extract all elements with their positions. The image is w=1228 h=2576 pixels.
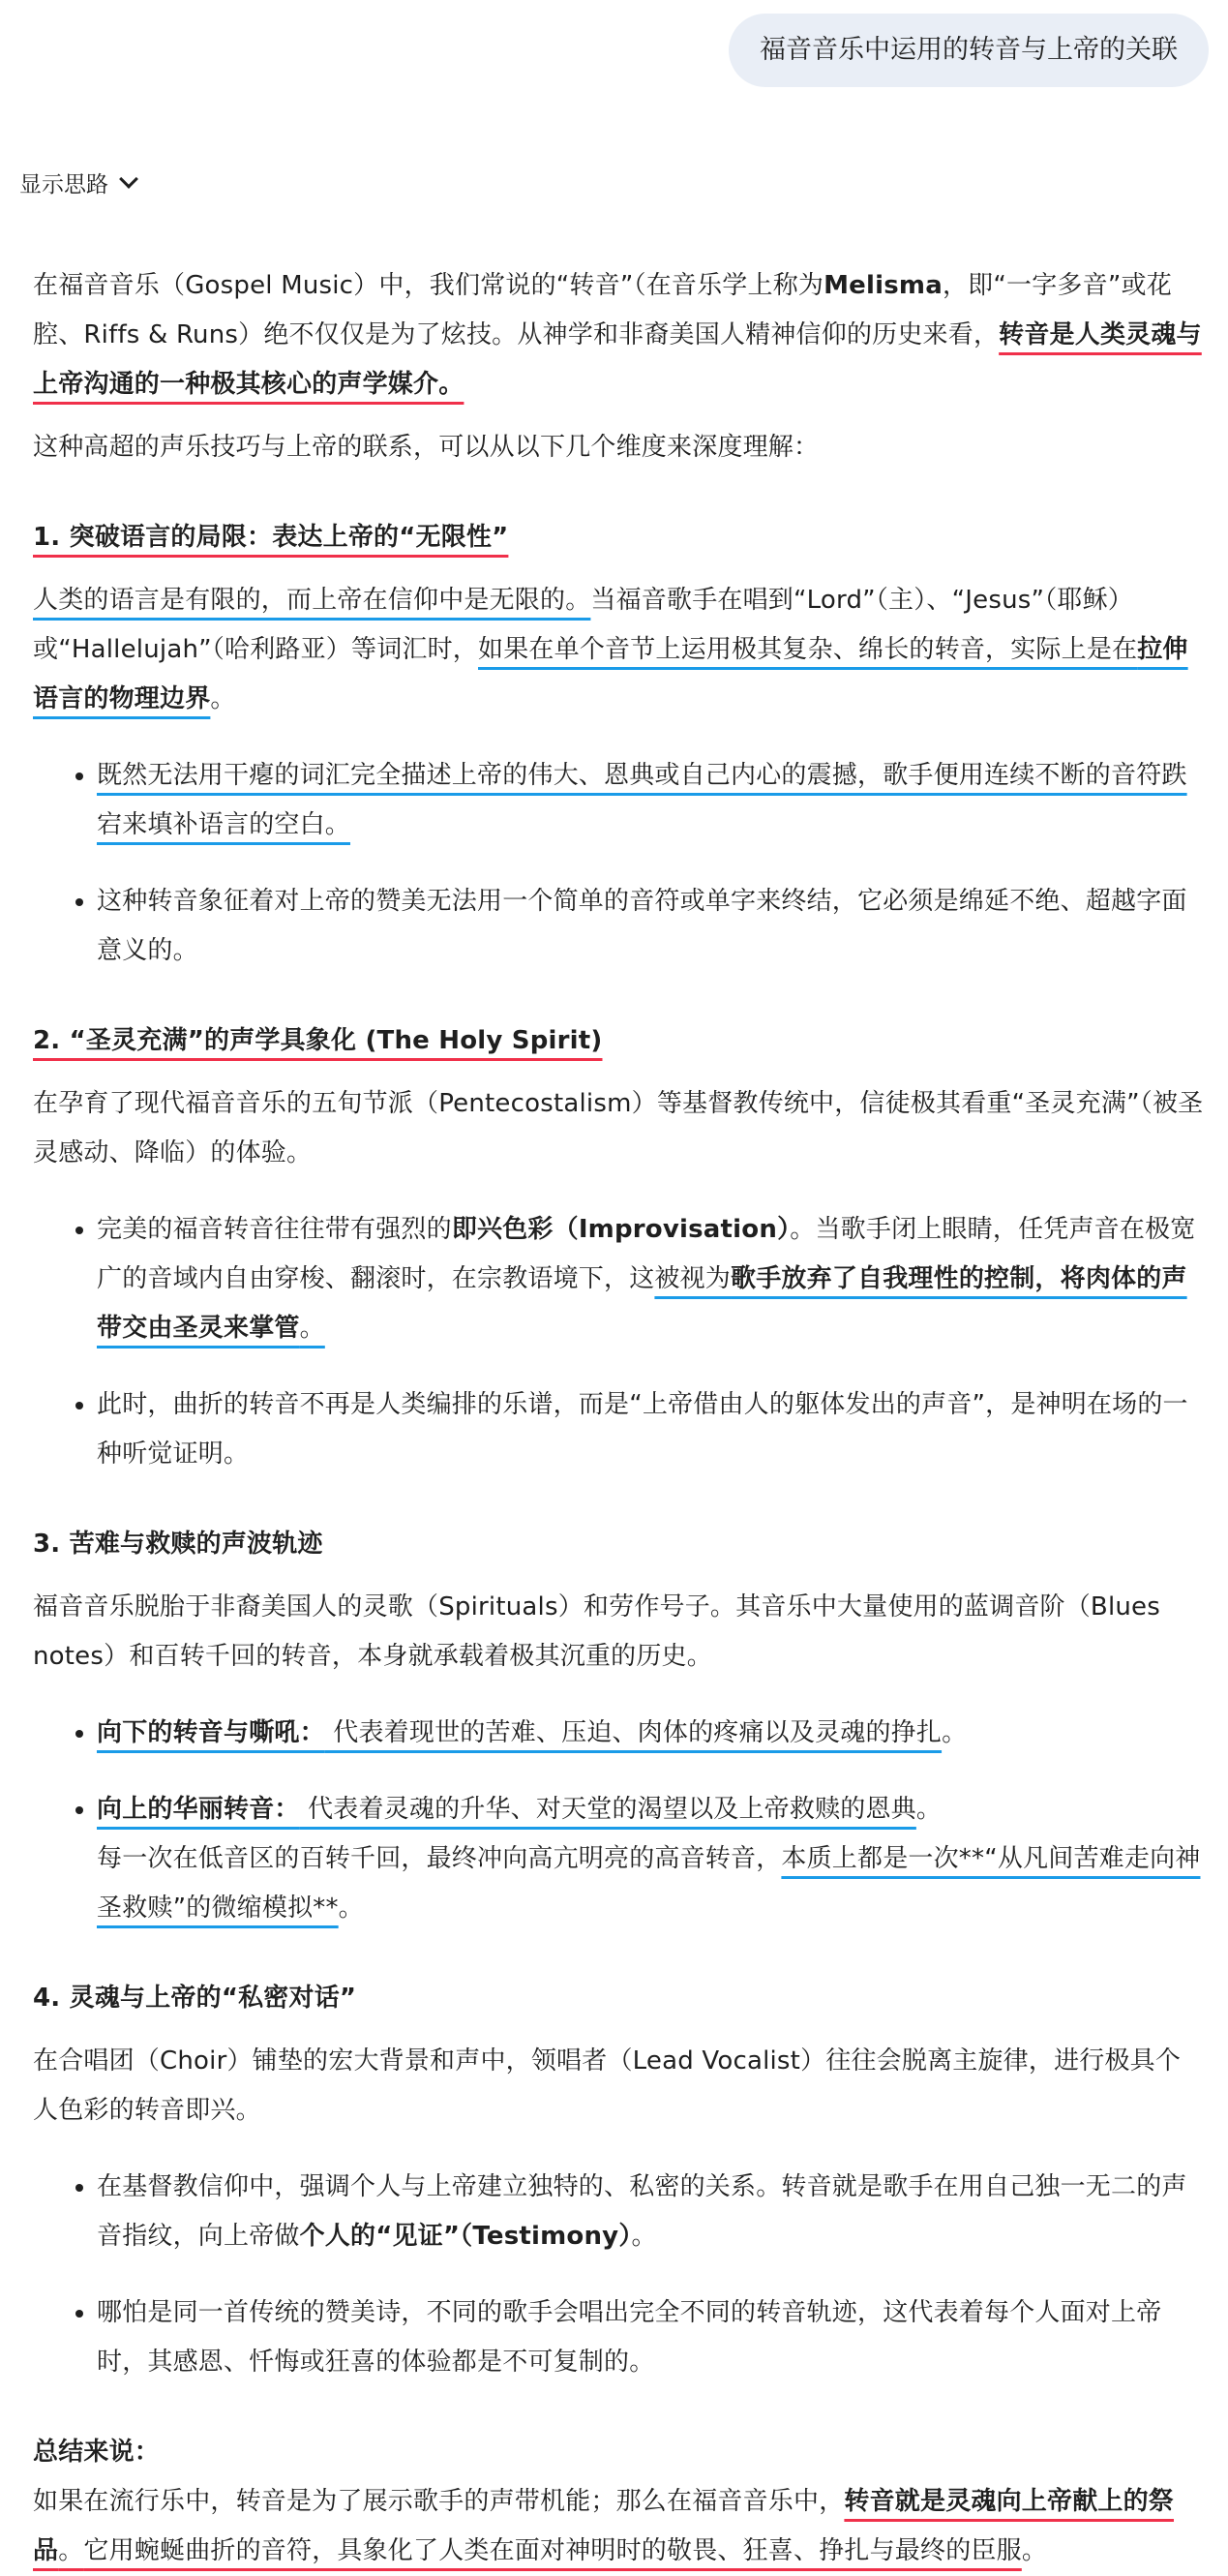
s3-b2-b: 代表着灵魂的升华、对天堂的渴望以及上帝救赎的恩典 xyxy=(299,1795,916,1824)
s1-text-b: 当福音歌手在唱到“Lord”（主）、“Jesus”（耶稣）或“Hallelujah”（哈利路亚）等词汇时， xyxy=(33,586,1133,664)
s1-text-e: 。 xyxy=(210,684,236,713)
show-thinking-label: 显示思路 xyxy=(19,172,108,197)
intro-key-statement: 转音是人类灵魂与上帝沟通的一种极其核心的声学媒介。 xyxy=(33,320,1202,399)
list-item xyxy=(97,1785,1206,1933)
section-1-paragraph xyxy=(33,576,1206,724)
section-1-heading: 1. 突破语言的局限：表达上帝的“无限性” xyxy=(33,523,509,552)
s4-bullet-2: 哪怕是同一首传统的赞美诗，不同的歌手会唱出完全不同的转音轨迹，这代表着每个人面对上帝时，其感恩、忏悔或狂喜的体验都是不可复制的。 xyxy=(97,2298,1162,2377)
intro-text-c: ，即“一字多音”或花腔、Riffs & Runs）绝不仅仅是为了炫技。从神学和非裔美国人精神信仰的历史来看， xyxy=(33,271,1172,349)
section-2-paragraph: 在孕育了现代福音音乐的五旬节派（Pentecostalism）等基督教传统中，信徒极其看重“圣灵充满”（被圣灵感动、降临）的体验。 xyxy=(33,1089,1204,1167)
list-item xyxy=(97,1205,1206,1353)
s4-b1-c: 。 xyxy=(631,2222,657,2251)
s1-text-a: 人类的语言是有限的，而上帝在信仰中是无限的。 xyxy=(33,586,591,615)
section-1-list xyxy=(33,751,1206,976)
s4-b1-a: 在基督教信仰中，强调个人与上帝建立独特的、私密的关系。转音就是歌手在用自己独一无二的声音指纹，向上帝做 xyxy=(97,2172,1187,2251)
s3-b1-b: 代表着现世的苦难、压迫、肉体的疼痛以及灵魂的挣扎 xyxy=(324,1718,943,1747)
s3-b2-e: 本质上都是一次**“从凡间苦难走向神圣救赎”的微缩模拟** xyxy=(97,1844,1201,1923)
summary-text-e: 。 xyxy=(1021,2536,1048,2565)
s3-b2-d: 每一次在低音区的百转千回，最终冲向高亢明亮的高音转音， xyxy=(97,1844,782,1873)
intro-text-a: 在福音音乐（Gospel Music）中，我们常说的“转音”（在音乐学上称为 xyxy=(33,271,824,300)
s2-b1-f: 。 xyxy=(299,1314,325,1343)
s2-b1-d: 被视为 xyxy=(654,1264,732,1293)
section-3-paragraph: 福音音乐脱胎于非裔美国人的灵歌（Spirituals）和劳作号子。其音乐中大量使用的蓝调音阶（Blues notes）和百转千回的转音，本身就承载着极其沉重的历史。 xyxy=(33,1592,1161,1671)
section-2-list xyxy=(33,1205,1206,1479)
intro-paragraph-2: 这种高超的声乐技巧与上帝的联系，可以从以下几个维度来深度理解： xyxy=(33,433,820,462)
s3-b2-f: 。 xyxy=(338,1894,364,1923)
s2-b1-a: 完美的福音转音往往带有强烈的 xyxy=(97,1215,452,1244)
intro-paragraph xyxy=(33,261,1206,409)
section-3-heading: 3. 苦难与救赎的声波轨迹 xyxy=(33,1530,323,1559)
s2-bullet-2: 此时，曲折的转音不再是人类编排的乐谱，而是“上帝借由人的躯体发出的声音”，是神明在场的一种听觉证明。 xyxy=(97,1390,1188,1469)
summary-heading xyxy=(33,2428,1206,2477)
user-message-text: 福音音乐中运用的转音与上帝的关联 xyxy=(760,35,1178,65)
s1-bullet-2: 这种转音象征着对上帝的赞美无法用一个简单的音符或单字来终结，它必须是绵延不绝、超越字面意义的。 xyxy=(97,887,1187,965)
summary-text-d: 它用蜿蜒曲折的音符，具象化了人类在面对神明时的敬畏、狂喜、挣扎与最终的臣服 xyxy=(83,2536,1022,2565)
intro-term-melisma: Melisma xyxy=(824,271,943,300)
show-thinking-toggle[interactable] xyxy=(19,167,135,198)
list-item xyxy=(97,1709,1206,1758)
summary-text-c: 。 xyxy=(58,2536,84,2565)
list-item xyxy=(97,1380,1206,1479)
s4-b1-b: 个人的“见证”（Testimony） xyxy=(299,2222,632,2251)
summary-paragraph xyxy=(33,2477,1206,2576)
list-item xyxy=(97,2288,1206,2387)
section-4-paragraph: 在合唱团（Choir）铺垫的宏大背景和声中，领唱者（Lead Vocalist）往往会脱离主旋律，进行极具个人色彩的转音即兴。 xyxy=(33,2046,1182,2125)
s2-b1-e: 歌手放弃了自我理性的控制，将肉体的声带交由圣灵来掌管 xyxy=(97,1264,1187,1343)
user-message-bubble xyxy=(729,14,1209,87)
s1-text-d: 拉伸语言的物理边界 xyxy=(33,635,1188,713)
s3-b2-a: 向上的华丽转音： xyxy=(97,1795,300,1824)
list-item xyxy=(97,877,1206,976)
chevron-down-icon xyxy=(119,169,138,189)
assistant-response xyxy=(33,261,1206,2576)
s3-b2-c: 。 xyxy=(915,1795,943,1824)
section-4-heading: 4. 灵魂与上帝的“私密对话” xyxy=(33,1984,357,2013)
section-4-list xyxy=(33,2163,1206,2387)
summary-text-a: 如果在流行乐中，转音是为了展示歌手的声带机能；那么在福音音乐中， xyxy=(33,2487,845,2516)
s3-b1-a: 向下的转音与嘶吼： xyxy=(97,1718,325,1747)
s3-b1-c: 。 xyxy=(942,1718,968,1747)
list-item xyxy=(97,2163,1206,2261)
s1-text-c: 如果在单个音节上运用极其复杂、绵长的转音，实际上是在 xyxy=(478,635,1138,664)
summary-title: 总结来说： xyxy=(33,2438,161,2467)
section-2-heading: 2. “圣灵充满”的声学具象化 (The Holy Spirit) xyxy=(33,1026,603,1055)
list-item xyxy=(97,751,1206,850)
s2-b1-b: 即兴色彩（Improvisation） xyxy=(451,1215,791,1244)
section-3-list xyxy=(33,1709,1206,1933)
s1-bullet-1: 既然无法用干瘪的词汇完全描述上帝的伟大、恩典或自己内心的震撼，歌手便用连续不断的音符跌宕来填补语言的空白。 xyxy=(97,761,1187,839)
s2-b1-c: 。当歌手闭上眼睛，任凭声音在极宽广的音域内自由穿梭、翻滚时，在宗教语境下，这 xyxy=(97,1215,1196,1293)
summary-key-statement: 转音就是灵魂向上帝献上的祭品 xyxy=(33,2487,1175,2565)
